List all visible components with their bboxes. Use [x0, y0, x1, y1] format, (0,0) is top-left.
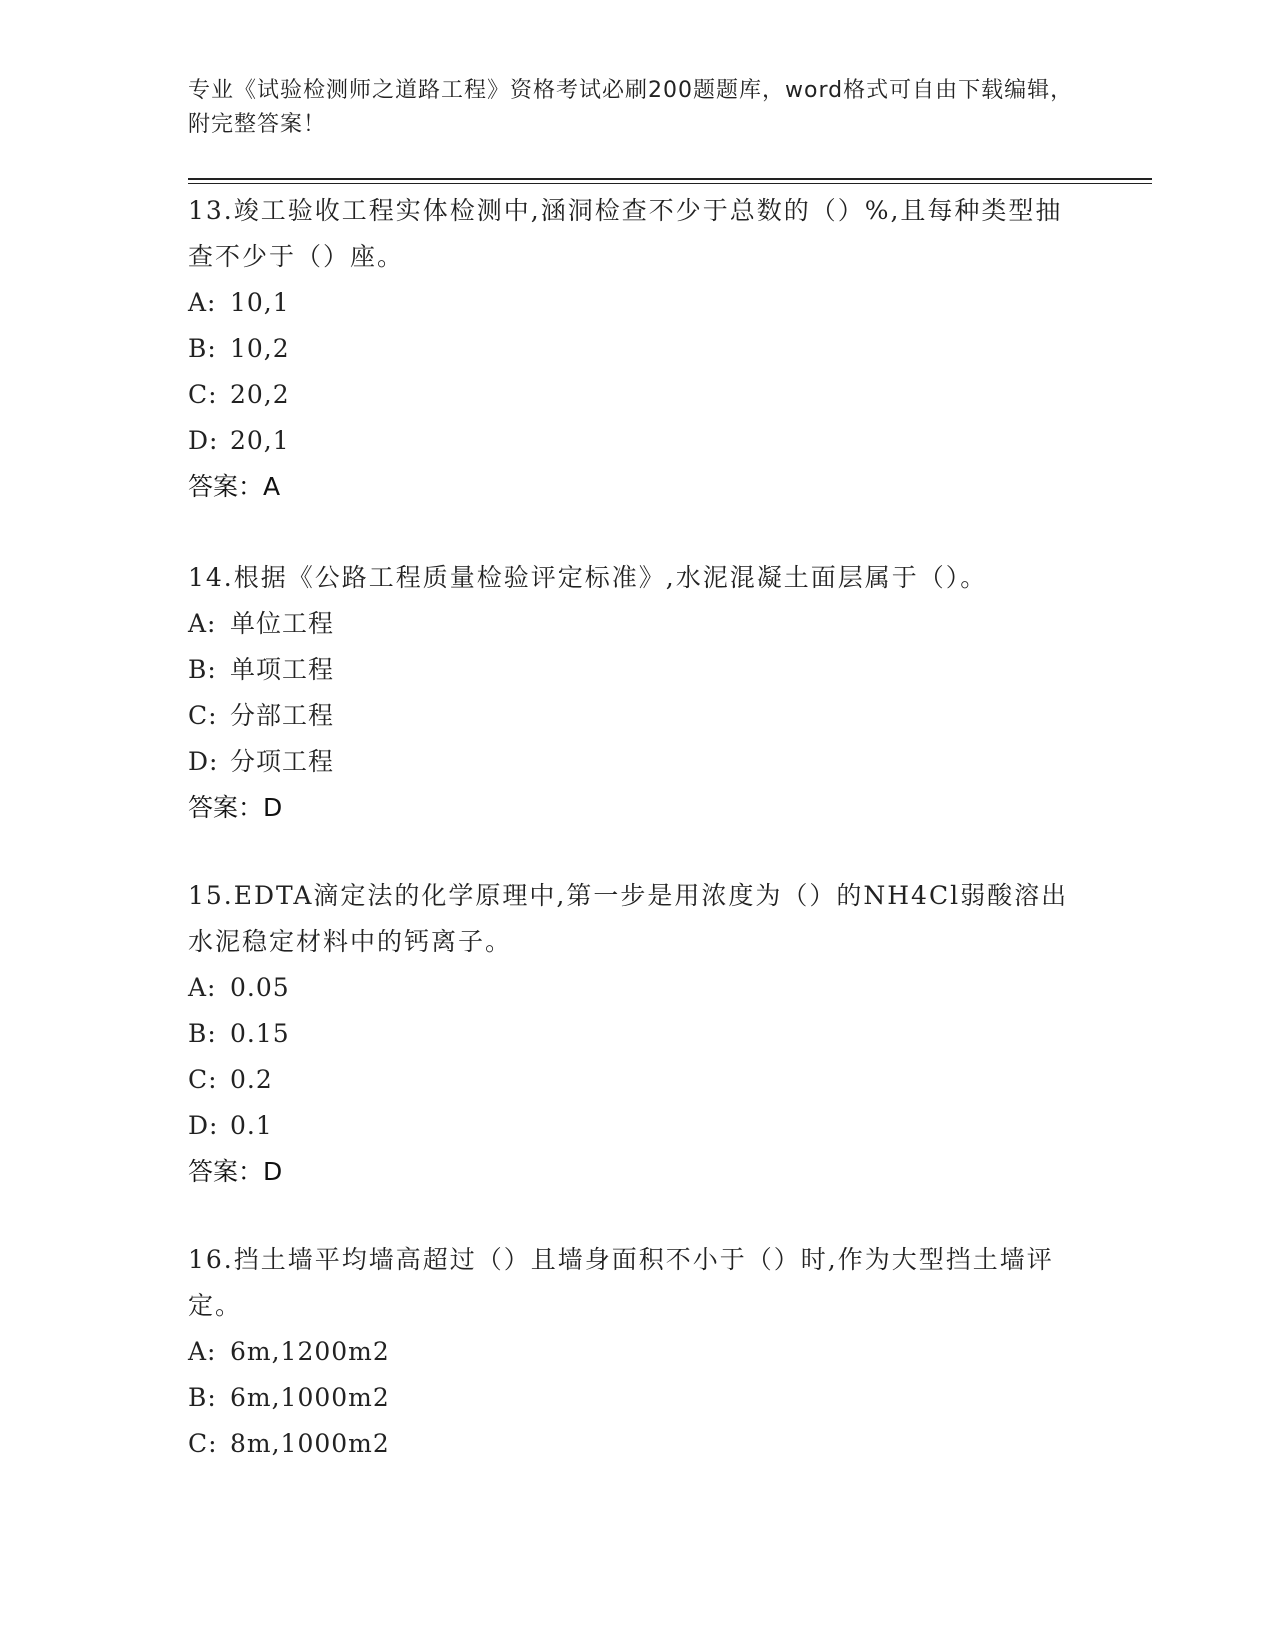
option-text: 10,1	[230, 288, 290, 317]
option-text: 10,2	[230, 334, 290, 363]
answer-line: 答案：A	[188, 472, 281, 501]
option-letter: C:	[188, 1065, 218, 1094]
option-text: 0.2	[230, 1065, 273, 1094]
option-d	[188, 418, 1088, 464]
option-text: 0.05	[230, 973, 290, 1002]
option-c	[188, 372, 1088, 418]
option-a	[188, 1329, 1088, 1375]
option-text: 单位工程	[230, 609, 335, 638]
option-letter: C:	[188, 701, 218, 730]
question-13	[188, 188, 1088, 510]
question-stem: 15.EDTA滴定法的化学原理中,第一步是用浓度为（）的NH4Cl弱酸溶出水泥稳定材料中的钙离子。	[188, 881, 1069, 956]
answer-line: 答案：D	[188, 793, 283, 822]
option-text: 分部工程	[230, 701, 335, 730]
option-c	[188, 693, 1088, 739]
option-text: 单项工程	[230, 655, 335, 684]
option-letter: A:	[188, 609, 217, 638]
option-a	[188, 965, 1088, 1011]
answer-line: 答案：D	[188, 1157, 283, 1186]
header-divider	[188, 178, 1152, 180]
option-text: 20,2	[230, 380, 290, 409]
question-14	[188, 555, 1088, 831]
question-stem: 14.根据《公路工程质量检验评定标准》,水泥混凝土面层属于（）。	[188, 563, 988, 592]
option-letter: A:	[188, 288, 217, 317]
option-letter: C:	[188, 1429, 218, 1458]
option-a	[188, 601, 1088, 647]
option-text: 0.15	[230, 1019, 290, 1048]
question-15	[188, 873, 1088, 1195]
option-d	[188, 739, 1088, 785]
option-a	[188, 280, 1088, 326]
option-letter: B:	[188, 334, 217, 363]
document-header: 专业《试验检测师之道路工程》资格考试必刷200题题库，word格式可自由下载编辑，附完整答案！	[188, 78, 1074, 137]
option-text: 8m,1000m2	[230, 1429, 390, 1458]
option-letter: D:	[188, 426, 219, 455]
question-16	[188, 1237, 1088, 1467]
question-stem: 13.竣工验收工程实体检测中,涵洞检查不少于总数的（）%,且每种类型抽查不少于（）座。	[188, 196, 1063, 271]
option-letter: D:	[188, 1111, 219, 1140]
option-letter: B:	[188, 655, 217, 684]
option-text: 20,1	[230, 426, 290, 455]
option-letter: B:	[188, 1383, 217, 1412]
option-letter: C:	[188, 380, 218, 409]
option-text: 0.1	[230, 1111, 273, 1140]
option-c	[188, 1057, 1088, 1103]
option-text: 分项工程	[230, 747, 335, 776]
option-letter: A:	[188, 973, 217, 1002]
option-b	[188, 1011, 1088, 1057]
option-b	[188, 647, 1088, 693]
option-letter: A:	[188, 1337, 217, 1366]
question-stem: 16.挡土墙平均墙高超过（）且墙身面积不小于（）时,作为大型挡土墙评定。	[188, 1245, 1054, 1320]
option-c	[188, 1421, 1088, 1467]
option-d	[188, 1103, 1088, 1149]
header-divider-thin	[188, 183, 1152, 184]
option-letter: D:	[188, 747, 219, 776]
option-text: 6m,1000m2	[230, 1383, 390, 1412]
option-text: 6m,1200m2	[230, 1337, 390, 1366]
option-b	[188, 1375, 1088, 1421]
option-b	[188, 326, 1088, 372]
option-letter: B:	[188, 1019, 217, 1048]
